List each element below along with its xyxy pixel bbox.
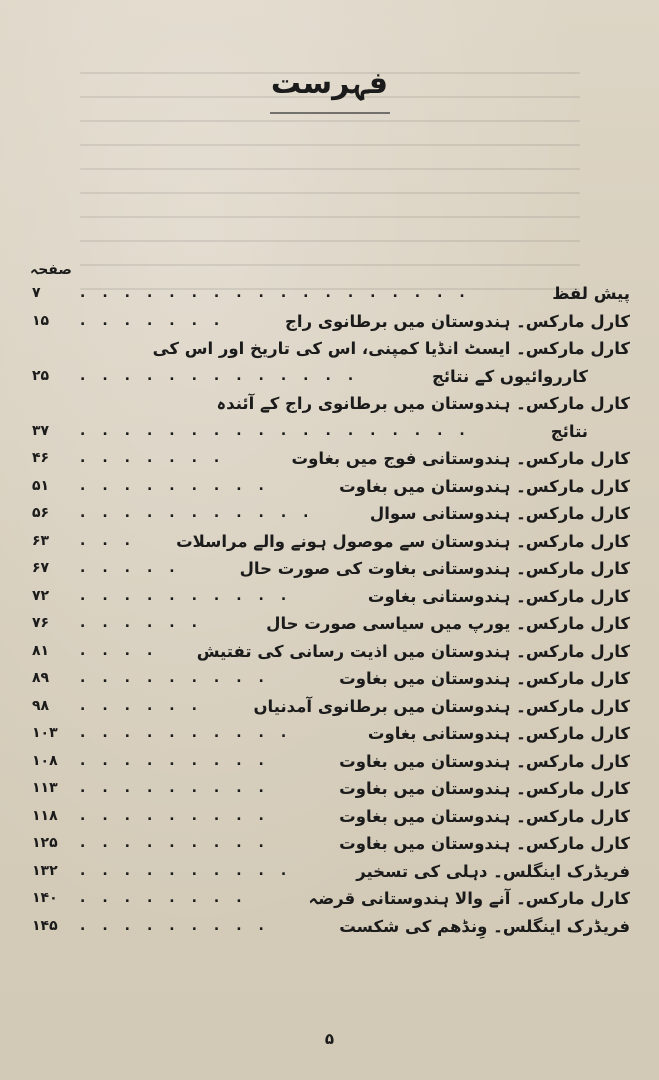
- toc-entry-title: پیش لفظ: [552, 284, 630, 303]
- title-underline: [270, 112, 390, 114]
- toc-entry: [32, 583, 630, 611]
- toc-entry-title: کارل مارکس۔ ہندوستان میں بغاوت: [339, 669, 630, 688]
- toc-entry: [32, 830, 630, 858]
- toc-entry: [32, 803, 630, 831]
- toc-entry-page: ۷۲: [32, 587, 50, 604]
- toc-entry: [32, 913, 630, 941]
- toc-entry-page: ۹۸: [32, 697, 50, 714]
- toc-entry-title: کارل مارکس۔ ہندوستان میں بغاوت: [339, 806, 630, 826]
- toc-entry-page: ۳۷: [32, 422, 50, 439]
- toc-entry: [32, 693, 630, 721]
- dot-leader: ......: [80, 697, 214, 714]
- toc-entry-page: ۶۷: [32, 560, 50, 576]
- toc-entry-page: ۲۵: [32, 367, 50, 384]
- dot-leader: ........: [80, 890, 259, 906]
- toc-entry-page: ۷۶: [32, 615, 50, 631]
- dot-leader: ..................: [80, 422, 482, 439]
- toc-entry-title: کارل مارکس۔ ہندوستان میں بغاوت: [339, 834, 630, 853]
- dot-leader: .......: [80, 312, 237, 329]
- toc-entry-title: کارل مارکس۔ ہندوستان میں برطانوی آمدنیاں: [253, 696, 630, 716]
- toc-entry: [32, 720, 630, 748]
- toc-entry: [32, 775, 630, 803]
- toc-entry-title: کارل مارکس۔ ہندوستان میں برطانوی راج: [285, 311, 630, 331]
- toc-entry: [32, 610, 630, 638]
- toc-entry-title: کارل مارکس۔ یورپ میں سیاسی صورت حال: [266, 614, 630, 633]
- toc-entry: [32, 500, 630, 528]
- toc-entry-page: ۱۲۵: [32, 835, 58, 851]
- toc-entry: [32, 885, 630, 913]
- toc-entry: [32, 473, 630, 501]
- toc-entry-title: کارروائیوں کے نتائج: [431, 366, 588, 386]
- toc-entry-title: کارل مارکس۔ ہندوستان میں بغاوت: [339, 751, 630, 771]
- dot-leader: ......: [80, 615, 214, 631]
- toc-entry: [32, 555, 630, 583]
- toc-entry-page: ۱۱۳: [32, 780, 58, 796]
- toc-entry-page: ۱۴۵: [32, 917, 58, 934]
- toc-entry-page: ۱۱۸: [32, 807, 58, 824]
- toc-entry-page: ۸۱: [32, 642, 50, 659]
- dot-leader: .........: [80, 917, 281, 934]
- toc-entry: [32, 748, 630, 776]
- toc-entry-page: ۶۳: [32, 532, 50, 549]
- toc-entry-title: کارل مارکس۔ ہندوستانی بغاوت: [367, 724, 630, 743]
- dot-leader: .............: [80, 367, 371, 384]
- toc-entry: [32, 390, 630, 418]
- toc-entry-title: کارل مارکس۔ ہندوستان میں بغاوت: [339, 476, 630, 496]
- toc-entry-page: ۱۰۳: [32, 725, 58, 741]
- toc-entry-title: فریڈرک اینگلس۔ دہلی کی تسخیر: [356, 861, 630, 881]
- toc-entry-title: کارل مارکس۔ ہندوستانی فوج میں بغاوت: [291, 449, 630, 468]
- page-title: فہرست: [270, 66, 389, 101]
- dot-leader: .........: [80, 477, 281, 494]
- dot-leader: ..........: [80, 862, 304, 879]
- toc-entry-page: ۱۴۰: [32, 890, 58, 906]
- dot-leader: .........: [80, 780, 281, 796]
- toc-entry-title: کارل مارکس۔ آنے والا ہندوستانی قرضہ: [308, 889, 630, 908]
- dot-leader: .......: [80, 450, 237, 466]
- toc-entry-page: ۱۰۸: [32, 752, 58, 769]
- toc-entry-title: کارل مارکس۔ ایسٹ انڈیا کمپنی، اس کی تاریخ اور اس کی: [152, 339, 630, 358]
- toc-entry: [32, 335, 630, 363]
- toc-entry: [32, 858, 630, 886]
- toc-entry: [32, 418, 630, 446]
- dot-leader: ..........: [80, 725, 304, 741]
- toc-entry-page: ۱۵: [32, 312, 50, 329]
- toc-entry: [32, 638, 630, 666]
- toc-entry-title: کارل مارکس۔ ہندوستانی سوال: [369, 504, 630, 523]
- toc-entry-title: نتائج: [550, 421, 588, 441]
- toc-entry-title: کارل مارکس۔ ہندوستانی بغاوت: [367, 586, 630, 606]
- toc-entry-page: ۱۳۲: [32, 862, 58, 879]
- toc-entry-page: ۵۶: [32, 505, 50, 521]
- toc-entry: [32, 280, 630, 308]
- toc-entry-title: کارل مارکس۔ ہندوستانی بغاوت کی صورت حال: [239, 559, 630, 578]
- table-of-contents: [32, 280, 630, 940]
- toc-entry: [32, 665, 630, 693]
- toc-entry-page: ۵۱: [32, 477, 50, 494]
- dot-leader: .........: [80, 835, 281, 851]
- dot-leader: ..........: [80, 587, 304, 604]
- toc-entry-title: کارل مارکس۔ ہندوستان سے موصول ہونے والے مراسلات: [176, 531, 630, 551]
- dot-leader: ...: [80, 532, 147, 549]
- dot-leader: .....: [80, 560, 192, 576]
- dot-leader: ....: [80, 642, 170, 659]
- toc-entry-title: کارل مارکس۔ ہندوستان میں بغاوت: [339, 779, 630, 798]
- dot-leader: .........: [80, 807, 281, 824]
- toc-entry-title: فریڈرک اینگلس۔ وِنڈھم کی شکست: [339, 916, 630, 936]
- toc-entry-title: کارل مارکس۔ ہندوستان میں برطانوی راج کے آئندہ: [216, 394, 630, 413]
- toc-entry: [32, 363, 630, 391]
- toc-entry: [32, 528, 630, 556]
- dot-leader: .........: [80, 752, 281, 769]
- page-column-label: صفحہ: [30, 262, 72, 278]
- toc-entry-page: ۷: [32, 285, 41, 301]
- dot-leader: ..................: [80, 285, 482, 301]
- toc-entry-page: ۸۹: [32, 670, 50, 686]
- page-number: ۵: [324, 1030, 335, 1048]
- toc-entry: [32, 308, 630, 336]
- dot-leader: .........: [80, 670, 281, 686]
- toc-entry-page: ۴۶: [32, 450, 50, 466]
- toc-entry-title: کارل مارکس۔ ہندوستان میں اذیت رسانی کی تفتیش: [196, 641, 630, 661]
- dot-leader: ...........: [80, 505, 326, 521]
- toc-entry: [32, 445, 630, 473]
